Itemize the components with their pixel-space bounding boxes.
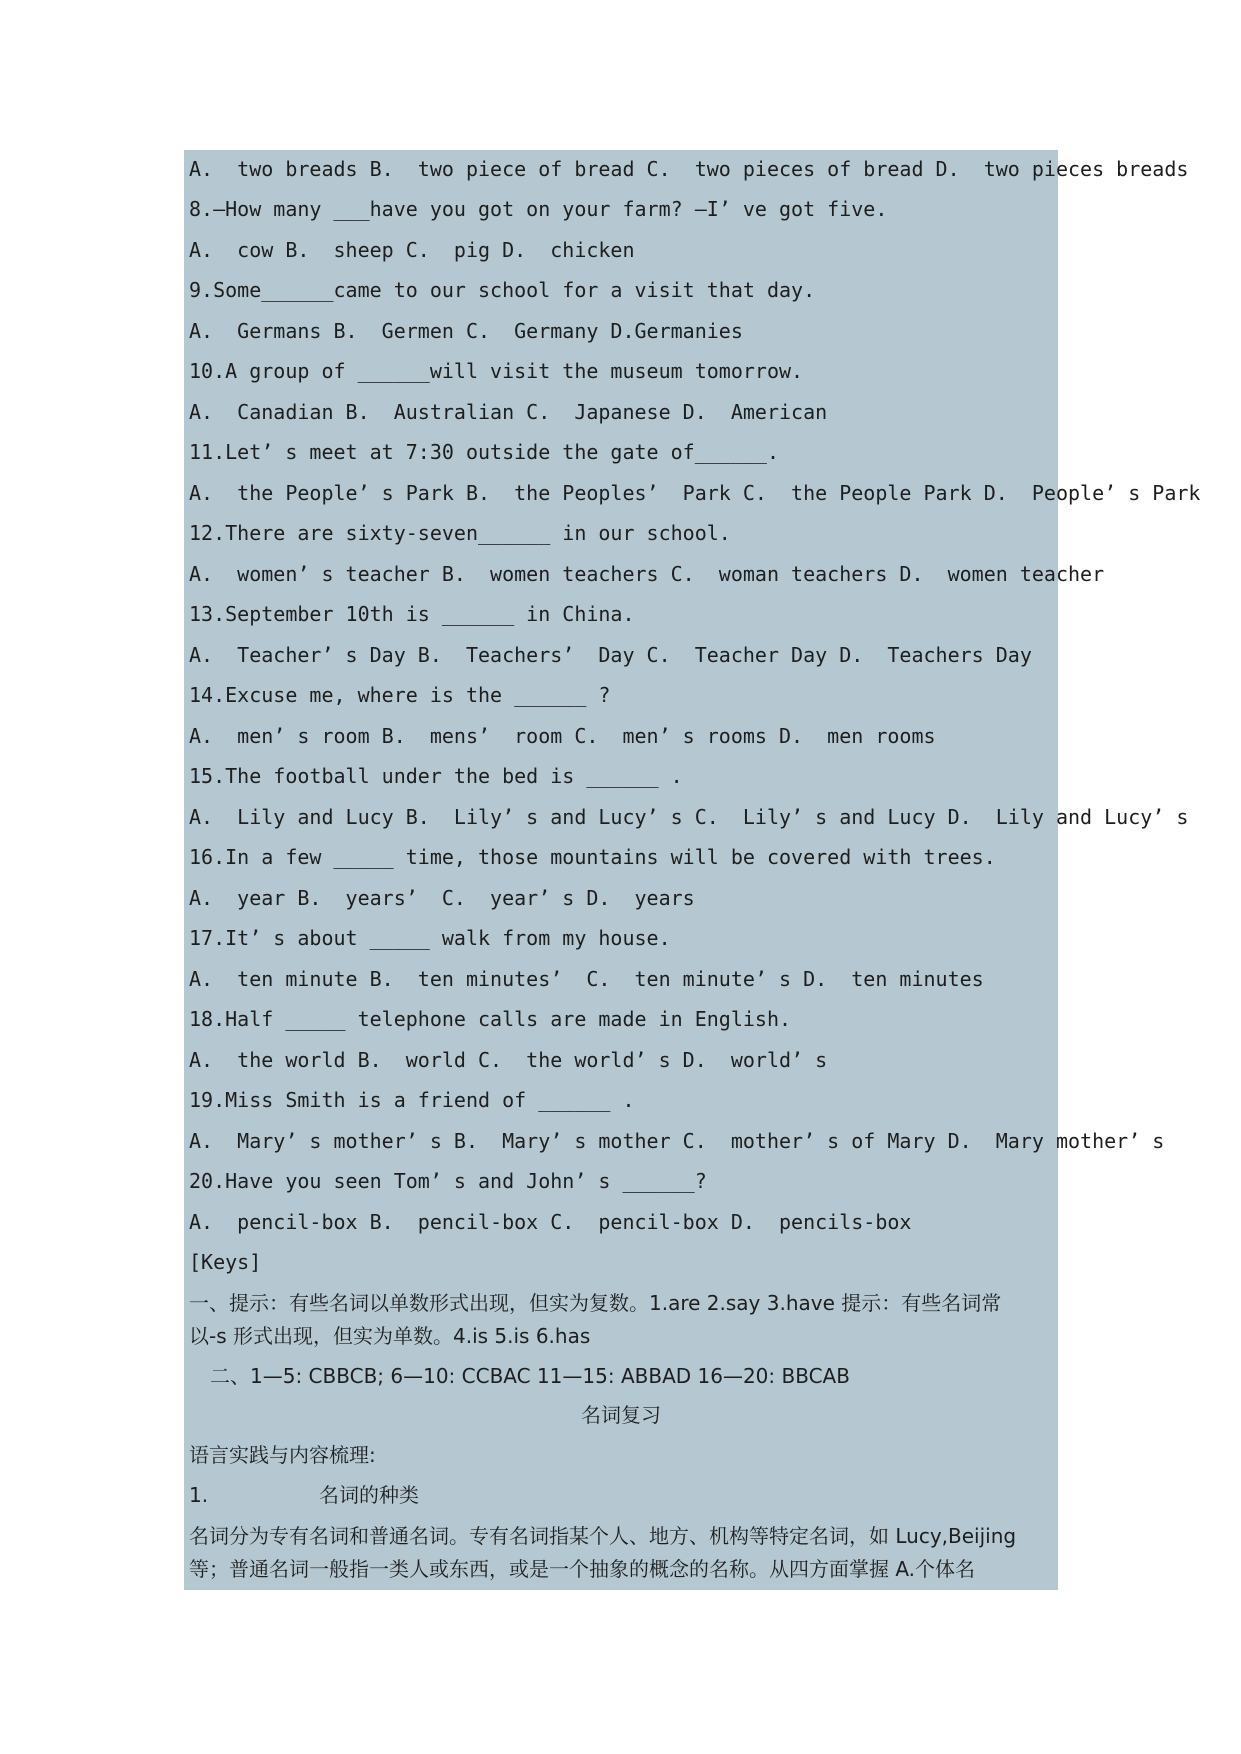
text-line: 20.Have you seen Tom’ s and John’ s ______?: [189, 1169, 707, 1193]
text-line: A. ten minute B. ten minutes’ C. ten minute’ s D. ten minutes: [189, 967, 984, 991]
text-line: A. two breads B. two piece of bread C. two pieces of bread D. two pieces breads: [189, 157, 1189, 181]
keys-line: 以-s 形式出现，但实为单数。4.is 5.is 6.has: [189, 1324, 591, 1348]
text-line: A. Mary’ s mother’ s B. Mary’ s mother C. mother’ s of Mary D. Mary mother’ s: [189, 1129, 1165, 1153]
practice-heading: 语言实践与内容梳理:: [189, 1443, 376, 1467]
text-line: A. Canadian B. Australian C. Japanese D. American: [189, 400, 828, 424]
keys-line: 一、提示：有些名词以单数形式出现，但实为复数。1.are 2.say 3.have 提示：有些名词常: [189, 1291, 1002, 1315]
text-line: 18.Half _____ telephone calls are made in English.: [189, 1007, 792, 1031]
text-line: 11.Let’ s meet at 7:30 outside the gate of______.: [189, 440, 780, 464]
text-line: 17.It’ s about _____ walk from my house.: [189, 926, 671, 950]
text-line: 16.In a few _____ time, those mountains will be covered with trees.: [189, 845, 996, 869]
section-title: 名词的种类: [319, 1483, 419, 1507]
text-line: 19.Miss Smith is a friend of ______ .: [189, 1088, 635, 1112]
text-line: A. the world B. world C. the world’ s D. world’ s: [189, 1048, 828, 1072]
text-line: 12.There are sixty-seven______ in our school.: [189, 521, 731, 545]
text-line: A. the People’ s Park B. the Peoples’ Park C. the People Park D. People’ s Park: [189, 481, 1201, 505]
keys-heading: [Keys]: [189, 1250, 262, 1274]
text-line: 9.Some______came to our school for a visit that day.: [189, 278, 816, 302]
text-line: A. men’ s room B. mens’ room C. men’ s rooms D. men rooms: [189, 724, 936, 748]
text-line: 10.A group of ______will visit the museum tomorrow.: [189, 359, 804, 383]
text-line: A. year B. years’ C. year’ s D. years: [189, 886, 695, 910]
text-line: 14.Excuse me, where is the ______ ?: [189, 683, 611, 707]
text-line: A. cow B. sheep C. pig D. chicken: [189, 238, 635, 262]
paragraph-line: 等；普通名词一般指一类人或东西，或是一个抽象的概念的名称。从四方面掌握 A.个体名: [189, 1557, 976, 1581]
text-line: 8.—How many ___have you got on your farm? –I’ ve got five.: [189, 197, 888, 221]
text-line: A. Germans B. Germen C. Germany D.Germanies: [189, 319, 743, 343]
section-number: 1.: [189, 1483, 209, 1507]
paragraph-line: 名词分为专有名词和普通名词。专有名词指某个人、地方、机构等特定名词，如 Lucy,Beijing: [189, 1524, 1017, 1548]
review-title: 名词复习: [581, 1403, 661, 1427]
text-line: A. pencil-box B. pencil-box C. pencil-box D. pencils-box: [189, 1210, 912, 1234]
text-line: A. Lily and Lucy B. Lily’ s and Lucy’ s C. Lily’ s and Lucy D. Lily and Lucy’ s: [189, 805, 1189, 829]
keys-line: 二、1—5: CBBCB; 6—10: CCBAC 11—15: ABBAD 16—20: BBCAB: [210, 1364, 850, 1388]
text-line: 15.The football under the bed is ______ .: [189, 764, 683, 788]
text-line: A. women’ s teacher B. women teachers C. woman teachers D. women teacher: [189, 562, 1105, 586]
text-line: A. Teacher’ s Day B. Teachers’ Day C. Teacher Day D. Teachers Day: [189, 643, 1032, 667]
text-line: 13.September 10th is ______ in China.: [189, 602, 635, 626]
